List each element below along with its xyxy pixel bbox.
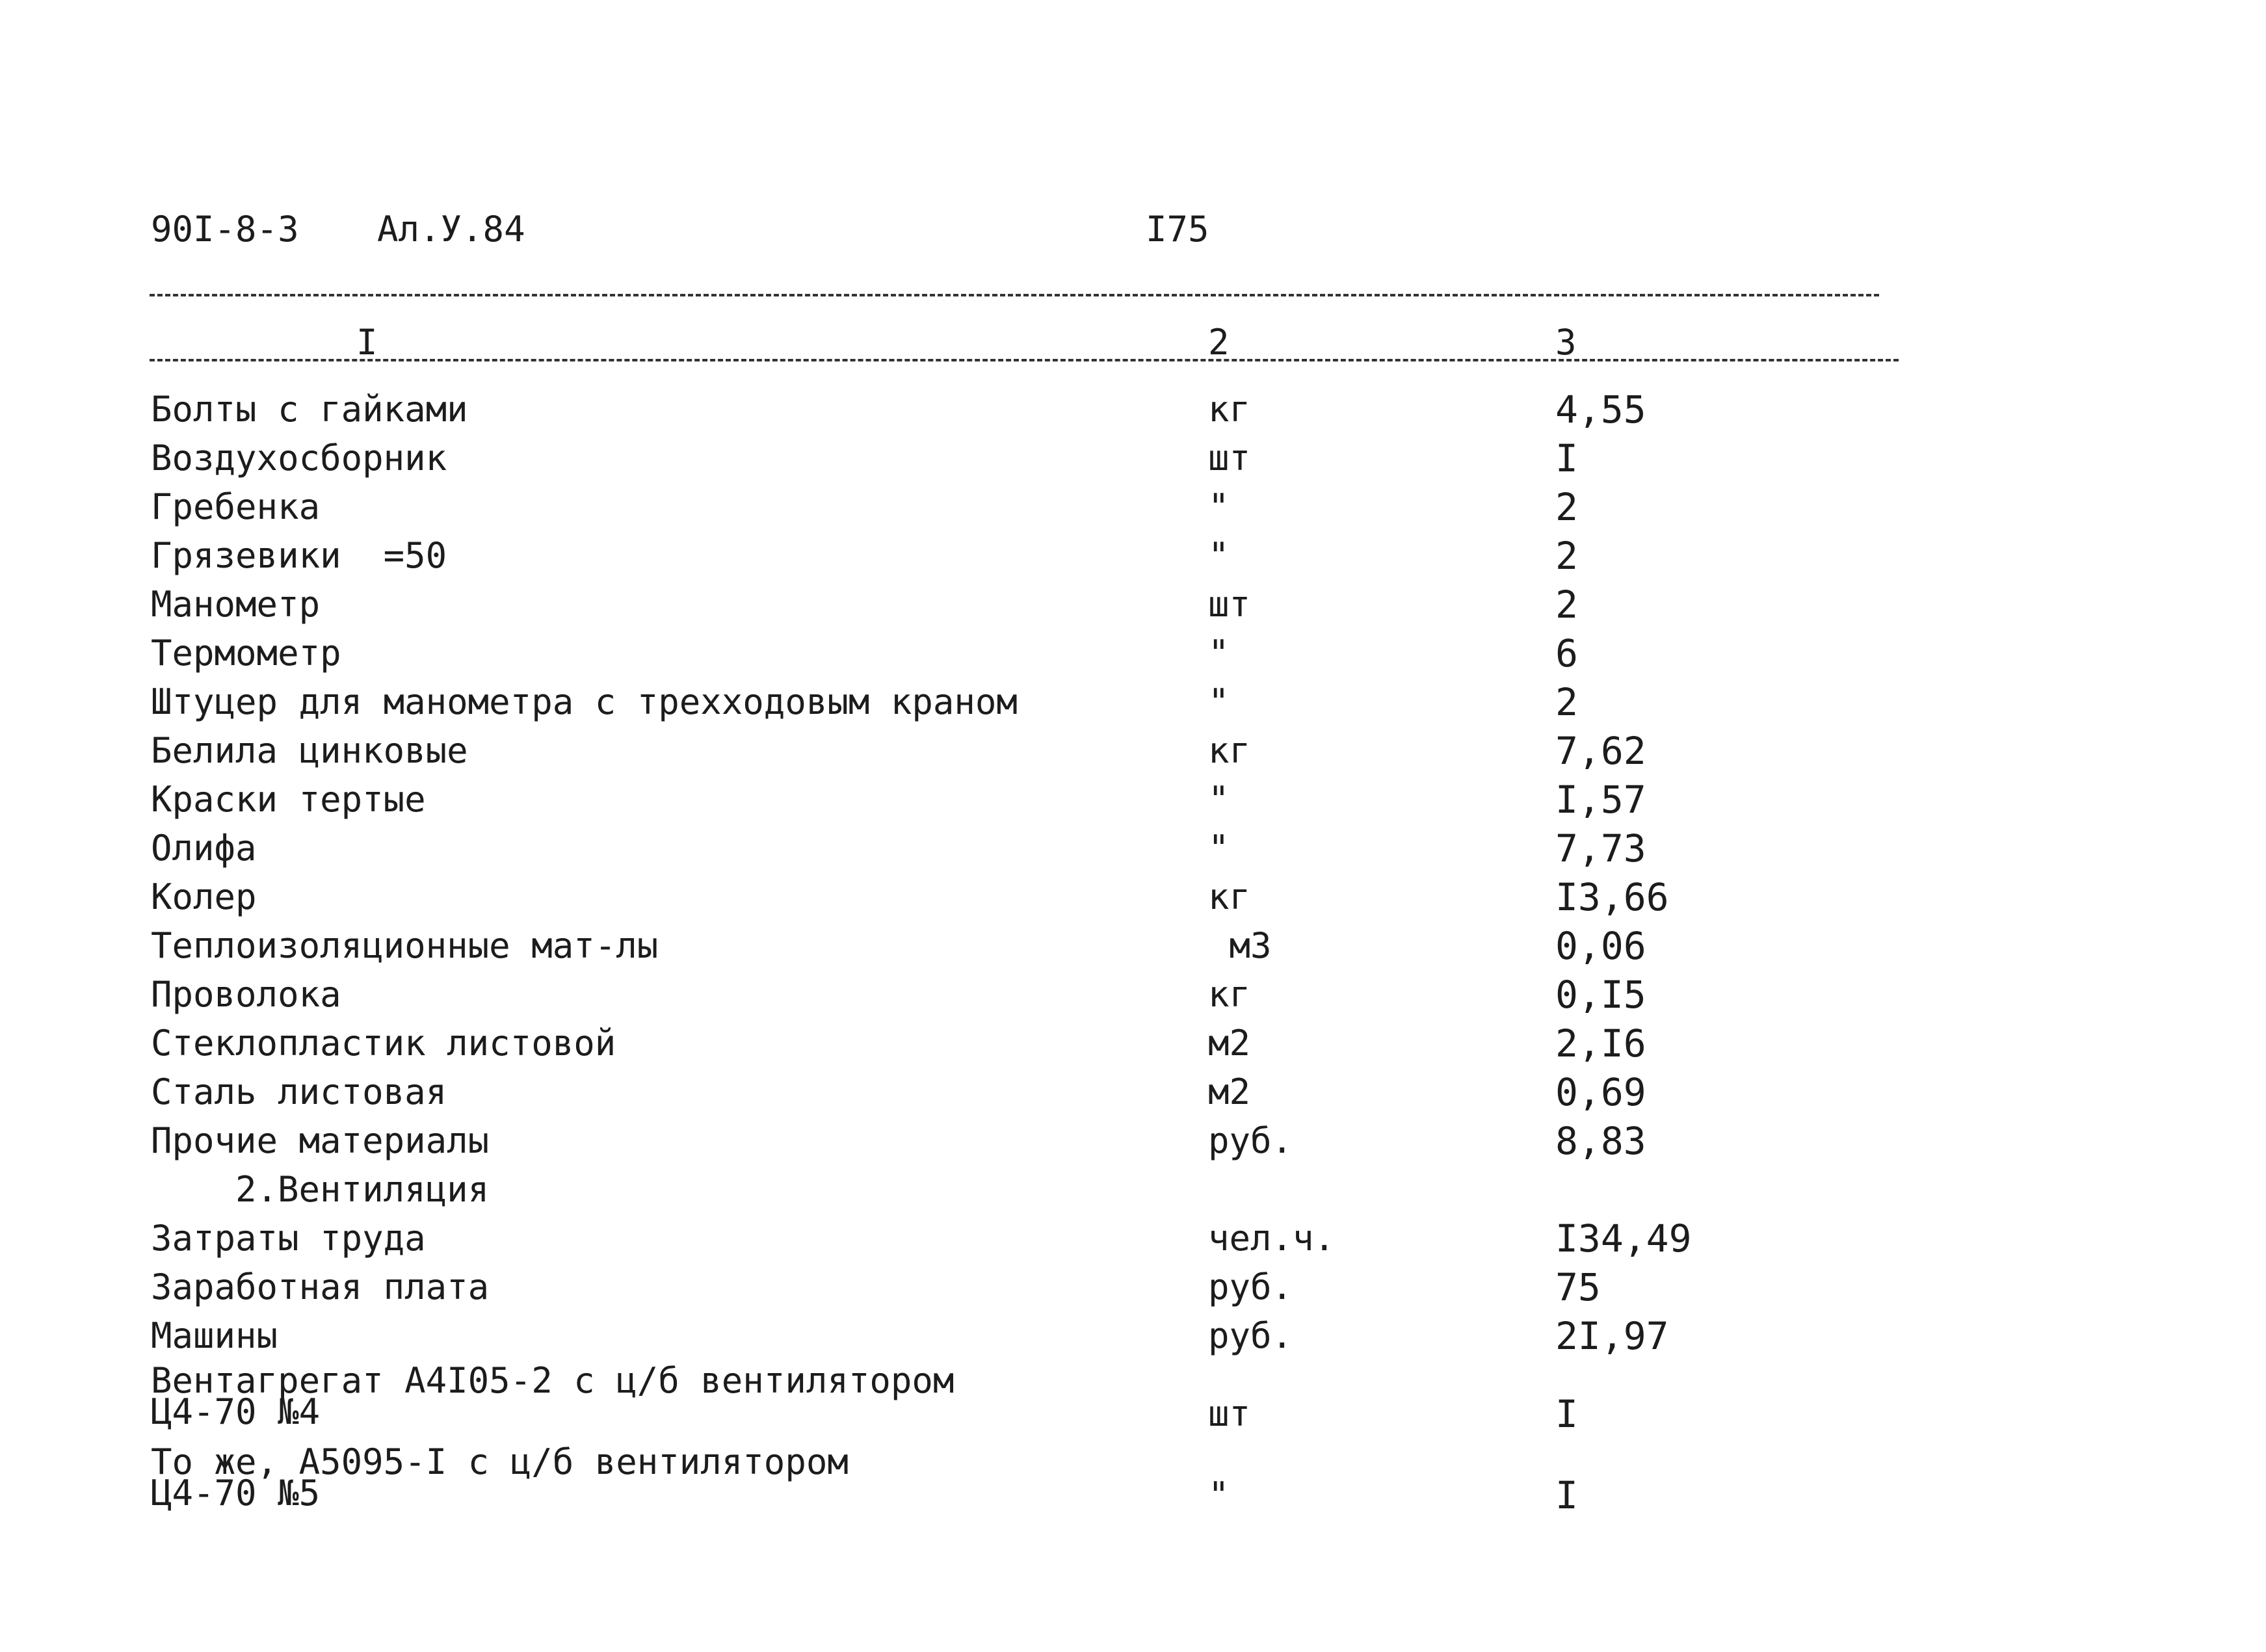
item-name: Проволока [151, 974, 341, 1015]
item-name: Болты с гайками [151, 389, 468, 430]
item-quantity: 2 [1555, 485, 1578, 529]
table-row [0, 484, 2266, 530]
table-top-rule [150, 294, 1879, 296]
item-name: Термометр [151, 633, 341, 674]
table-row [0, 1216, 2266, 1261]
item-quantity: 0,I5 [1555, 973, 1646, 1017]
table-row [0, 874, 2266, 920]
table-row [0, 923, 2266, 969]
item-unit: шт [1208, 1393, 1251, 1434]
item-name: Белила цинковые [151, 730, 468, 771]
item-quantity: 0,69 [1555, 1070, 1646, 1114]
item-name: Заработная плата [151, 1266, 490, 1307]
table-row [0, 436, 2266, 481]
item-unit: кг [1208, 974, 1251, 1015]
item-quantity: I34,49 [1555, 1216, 1692, 1261]
item-quantity: I [1555, 1392, 1578, 1436]
item-quantity: 75 [1555, 1265, 1601, 1309]
table-row [0, 1069, 2266, 1115]
item-quantity: 2 [1555, 534, 1578, 578]
document-code: 90I-8-3 [151, 209, 299, 250]
item-unit: " [1208, 779, 1230, 820]
item-name: Краски тертые [151, 779, 426, 820]
table-row [0, 533, 2266, 579]
album-number: Ал.У.84 [377, 209, 525, 250]
item-name: Воздухосборник [151, 438, 447, 479]
table-row [0, 582, 2266, 627]
item-unit: м3 [1208, 925, 1272, 966]
item-quantity: I [1555, 436, 1578, 480]
table-row [0, 1441, 2266, 1525]
table-row [0, 1265, 2266, 1310]
item-name: Машины [151, 1315, 278, 1356]
page-number: I75 [1146, 209, 1209, 250]
item-quantity: 7,73 [1555, 826, 1646, 871]
table-header-rule [150, 359, 1899, 361]
item-unit: руб. [1208, 1120, 1293, 1161]
item-name: Штуцер для манометра с трехходовым краном [151, 681, 1018, 722]
table-row [0, 1313, 2266, 1359]
table-row [0, 631, 2266, 676]
item-quantity: 2 [1555, 680, 1578, 724]
item-quantity: I,57 [1555, 778, 1646, 822]
table-row [0, 728, 2266, 774]
item-quantity: 2I,97 [1555, 1314, 1669, 1358]
item-unit: руб. [1208, 1315, 1293, 1356]
item-name: Стеклопластик листовой [151, 1023, 616, 1064]
item-quantity: 2 [1555, 583, 1578, 627]
item-unit: шт [1208, 584, 1251, 625]
table-row [0, 972, 2266, 1017]
item-name: Колер [151, 876, 257, 917]
item-name: Грязевики =50 [151, 535, 447, 576]
item-unit: руб. [1208, 1266, 1293, 1307]
column-header-3: 3 [1555, 322, 1577, 363]
item-name: То же, А5095-I с ц/б вентилятором Ц4-70 №5 [151, 1441, 849, 1514]
item-unit: " [1208, 828, 1230, 869]
column-header-2: 2 [1208, 322, 1230, 363]
item-name: Затраты труда [151, 1218, 426, 1259]
item-unit: кг [1208, 389, 1251, 430]
item-name: Прочие материалы [151, 1120, 490, 1161]
table-row [0, 826, 2266, 871]
item-unit: м2 [1208, 1071, 1251, 1112]
item-quantity: 8,83 [1555, 1119, 1646, 1163]
item-unit: " [1208, 633, 1230, 674]
section-heading-row [0, 1167, 2266, 1213]
item-quantity: 7,62 [1555, 729, 1646, 773]
table-row [0, 1021, 2266, 1066]
table-row [0, 387, 2266, 432]
item-quantity: I3,66 [1555, 875, 1669, 919]
item-unit: " [1208, 1475, 1230, 1515]
table-row [0, 777, 2266, 822]
item-quantity: 6 [1555, 631, 1578, 675]
item-unit: шт [1208, 438, 1251, 479]
item-quantity: 2,I6 [1555, 1021, 1646, 1066]
item-name: Теплоизоляционные мат-лы [151, 925, 659, 966]
section-heading: 2.Вентиляция [235, 1169, 490, 1210]
table-row [0, 679, 2266, 725]
item-name: Сталь листовая [151, 1071, 447, 1112]
item-unit: " [1208, 681, 1230, 722]
table-row [0, 1118, 2266, 1164]
item-quantity: 0,06 [1555, 924, 1646, 968]
item-unit: м2 [1208, 1023, 1251, 1064]
item-name: Манометр [151, 584, 321, 625]
item-unit: " [1208, 535, 1230, 576]
table-row [0, 1360, 2266, 1443]
item-unit: чел.ч. [1208, 1218, 1336, 1259]
item-unit: кг [1208, 876, 1251, 917]
item-name: Олифа [151, 828, 257, 869]
item-unit: " [1208, 486, 1230, 527]
item-unit: кг [1208, 730, 1251, 771]
item-name: Вентагрегат А4I05-2 с ц/б вентилятором Ц4-70 №4 [151, 1360, 955, 1432]
item-name: Гребенка [151, 486, 321, 527]
column-header-1: I [356, 322, 378, 363]
item-quantity: 4,55 [1555, 387, 1646, 432]
item-quantity: I [1555, 1473, 1578, 1517]
